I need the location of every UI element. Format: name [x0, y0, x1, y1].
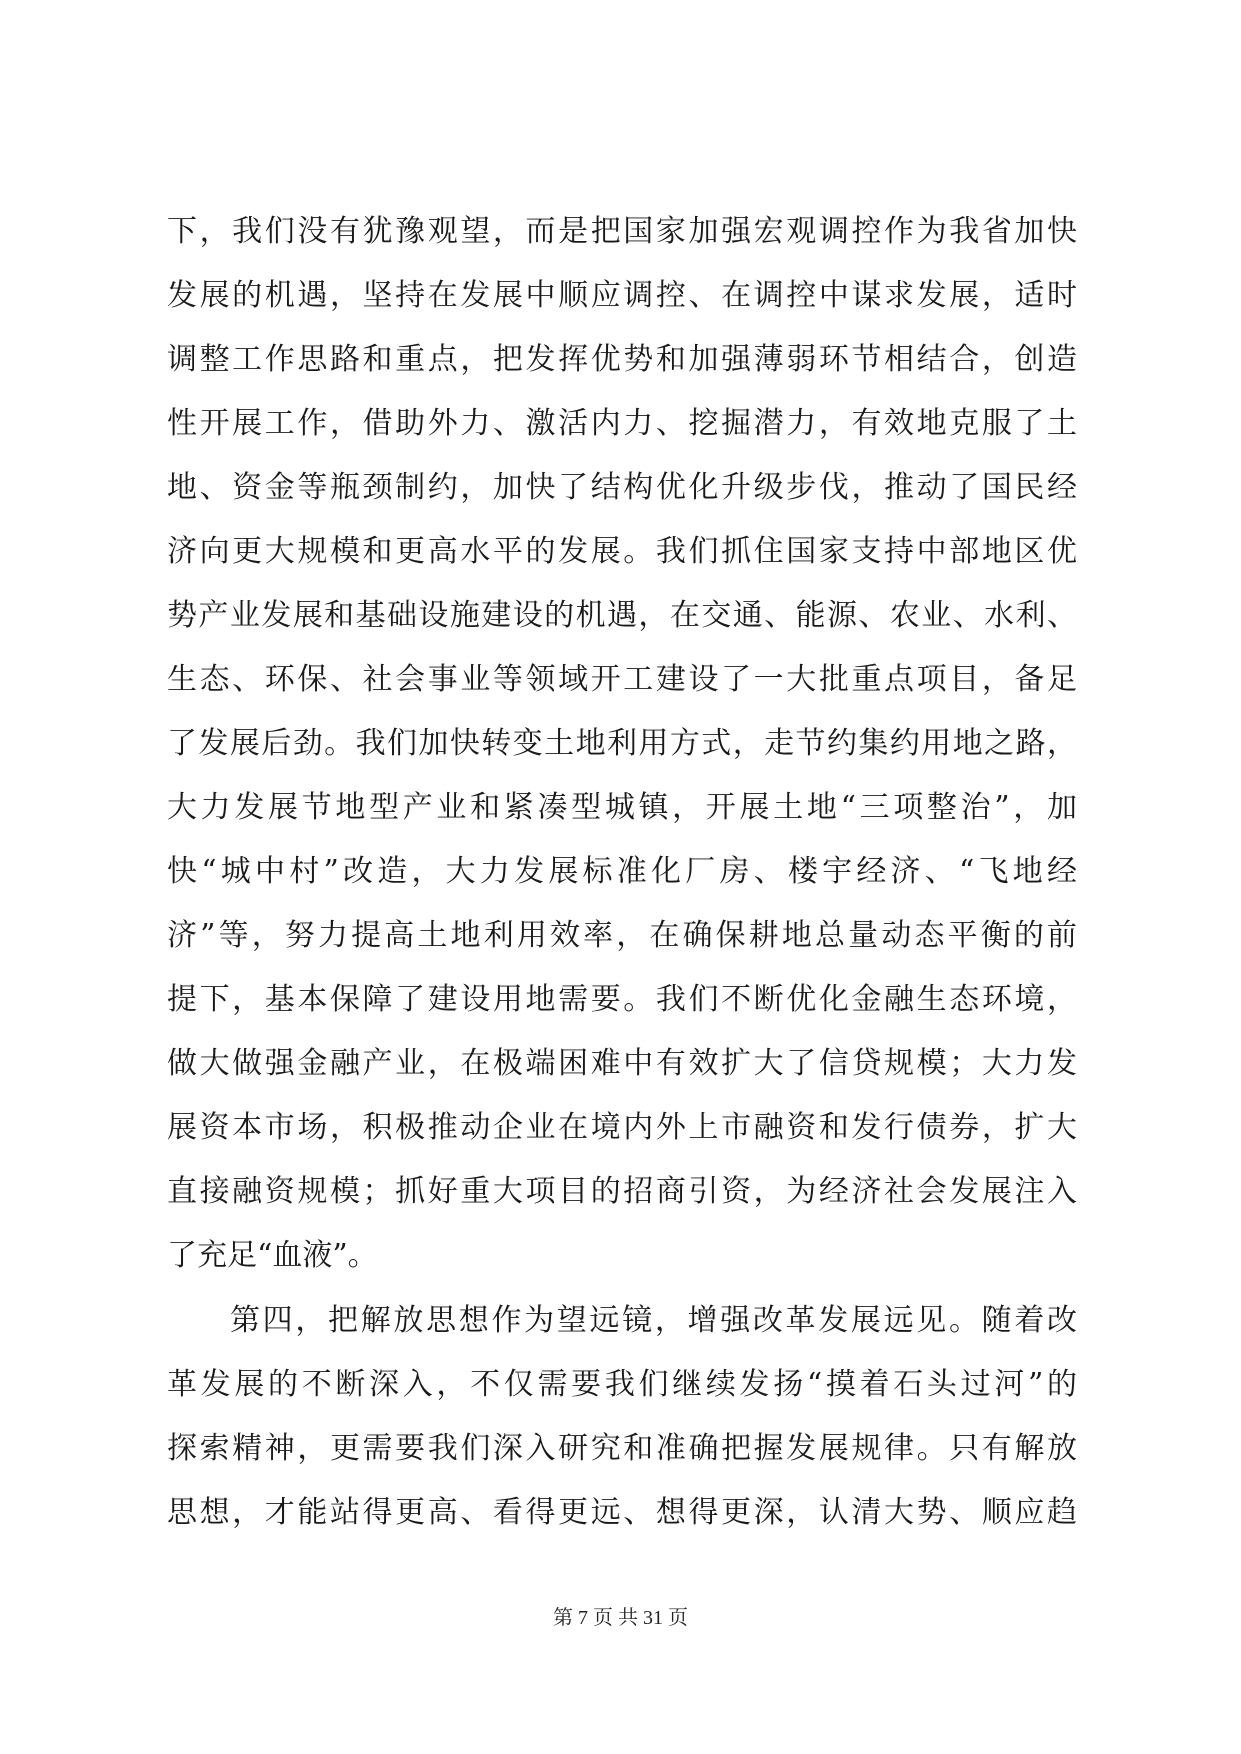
text-line: 做大做强金融产业，在极端困难中有效扩大了信贷规模；大力发	[167, 1046, 1077, 1081]
paragraph-first-line: 第四，把解放思想作为望远镜，增强改革发展远见。随着改	[230, 1303, 1077, 1338]
text-line: 势产业发展和基础设施建设的机遇，在交通、能源、农业、水利、	[167, 598, 1077, 633]
text-line: 下，我们没有犹豫观望，而是把国家加强宏观调控作为我省加快	[167, 214, 1077, 249]
text-line: 快“城中村”改造，大力发展标准化厂房、楼宇经济、“飞地经	[167, 854, 1077, 889]
text-line: 济”等，努力提高土地利用效率，在确保耕地总量动态平衡的前	[167, 918, 1077, 953]
text-line: 地、资金等瓶颈制约，加快了结构优化升级步伐，推动了国民经	[167, 470, 1077, 505]
page-number-footer: 第 7 页 共 31 页	[553, 1607, 688, 1629]
text-line: 探索精神，更需要我们深入研究和准确把握发展规律。只有解放	[167, 1431, 1077, 1466]
text-line: 直接融资规模；抓好重大项目的招商引资，为经济社会发展注入	[167, 1174, 1077, 1209]
text-line: 生态、环保、社会事业等领域开工建设了一大批重点项目，备足	[167, 662, 1077, 697]
text-line: 大力发展节地型产业和紧凑型城镇，开展土地“三项整治”，加	[167, 790, 1077, 825]
text-line: 思想，才能站得更高、看得更远、想得更深，认清大势、顺应趋	[167, 1495, 1077, 1530]
text-line: 了充足“血液”。	[167, 1238, 378, 1273]
text-line: 了发展后劲。我们加快转变土地利用方式，走节约集约用地之路，	[167, 726, 1077, 761]
text-line: 济向更大规模和更高水平的发展。我们抓住国家支持中部地区优	[167, 534, 1077, 569]
text-line: 革发展的不断深入，不仅需要我们继续发扬“摸着石头过河”的	[167, 1367, 1077, 1402]
text-line: 发展的机遇，坚持在发展中顺应调控、在调控中谋求发展，适时	[167, 278, 1077, 313]
text-line: 提下，基本保障了建设用地需要。我们不断优化金融生态环境，	[167, 982, 1077, 1017]
text-line: 性开展工作，借助外力、激活内力、挖掘潜力，有效地克服了土	[167, 406, 1077, 441]
text-line: 调整工作思路和重点，把发挥优势和加强薄弱环节相结合，创造	[167, 342, 1077, 377]
text-line: 展资本市场，积极推动企业在境内外上市融资和发行债券，扩大	[167, 1110, 1077, 1145]
